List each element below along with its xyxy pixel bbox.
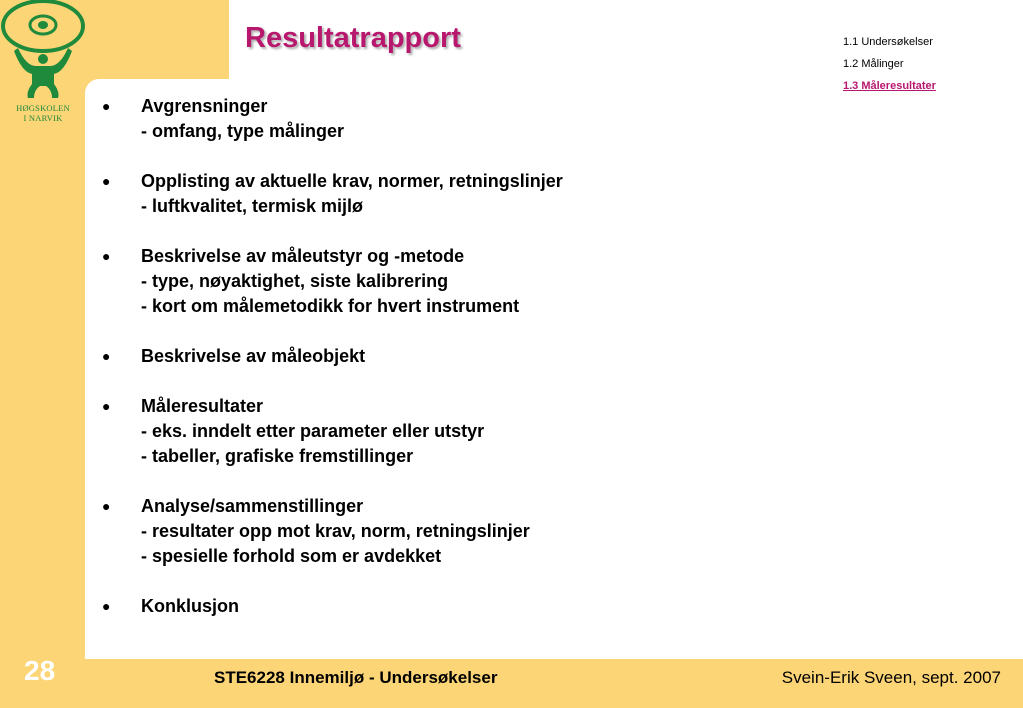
list-item (100, 344, 740, 369)
list-item (100, 594, 740, 619)
list-item (100, 169, 740, 219)
bullet-heading: Beskrivelse av måleutstyr og -metode (141, 246, 465, 266)
bullet-subitem: - eks. inndelt etter parameter eller utstyr (141, 421, 485, 441)
bullet-heading: Konklusjon (141, 596, 239, 616)
page-title: Resultatrapport (245, 22, 461, 54)
school-logo (0, 0, 86, 130)
bullet-icon: ● (102, 248, 111, 264)
logo-text-line2: I NARVIK (23, 113, 63, 123)
logo-text-line1: HØGSKOLEN (16, 103, 70, 113)
bullet-icon: ● (102, 98, 111, 114)
bullet-heading: Avgrensninger (141, 96, 268, 116)
nav-link[interactable]: 1.3 Måleresultater (843, 80, 936, 92)
bullet-icon: ● (102, 398, 111, 414)
footer-course: STE6228 Innemiljø - Undersøkelser (214, 668, 498, 687)
bullet-heading: Opplisting av aktuelle krav, normer, retningslinjer (141, 171, 563, 191)
bullet-subitem: - spesielle forhold som er avdekket (141, 546, 442, 566)
footer-author: Svein-Erik Sveen, sept. 2007 (781, 668, 1001, 687)
bullet-icon: ● (102, 173, 111, 189)
nav-link[interactable]: 1.1 Undersøkelser (843, 36, 933, 48)
list-item (100, 494, 740, 569)
slide-number: 28 (24, 655, 56, 686)
bullet-subitem: - resultater opp mot krav, norm, retningslinjer (141, 521, 530, 541)
bullet-subitem: - luftkvalitet, termisk mijlø (141, 196, 364, 216)
bullet-icon: ● (102, 498, 111, 514)
list-item (100, 394, 740, 469)
bullet-list (100, 94, 740, 644)
bullet-heading: Måleresultater (141, 396, 264, 416)
bullet-heading: Beskrivelse av måleobjekt (141, 346, 366, 366)
bullet-icon: ● (102, 348, 111, 364)
section-nav (843, 31, 936, 97)
list-item (100, 244, 740, 319)
bullet-subitem: - type, nøyaktighet, siste kalibrering (141, 271, 449, 291)
bullet-icon: ● (102, 598, 111, 614)
list-item (100, 94, 740, 144)
bullet-subitem: - kort om målemetodikk for hvert instrument (141, 296, 520, 316)
bullet-subitem: - tabeller, grafiske fremstillinger (141, 446, 414, 466)
bullet-subitem: - omfang, type målinger (141, 121, 345, 141)
bullet-heading: Analyse/sammenstillinger (141, 496, 364, 516)
nav-link[interactable]: 1.2 Målinger (843, 58, 904, 70)
